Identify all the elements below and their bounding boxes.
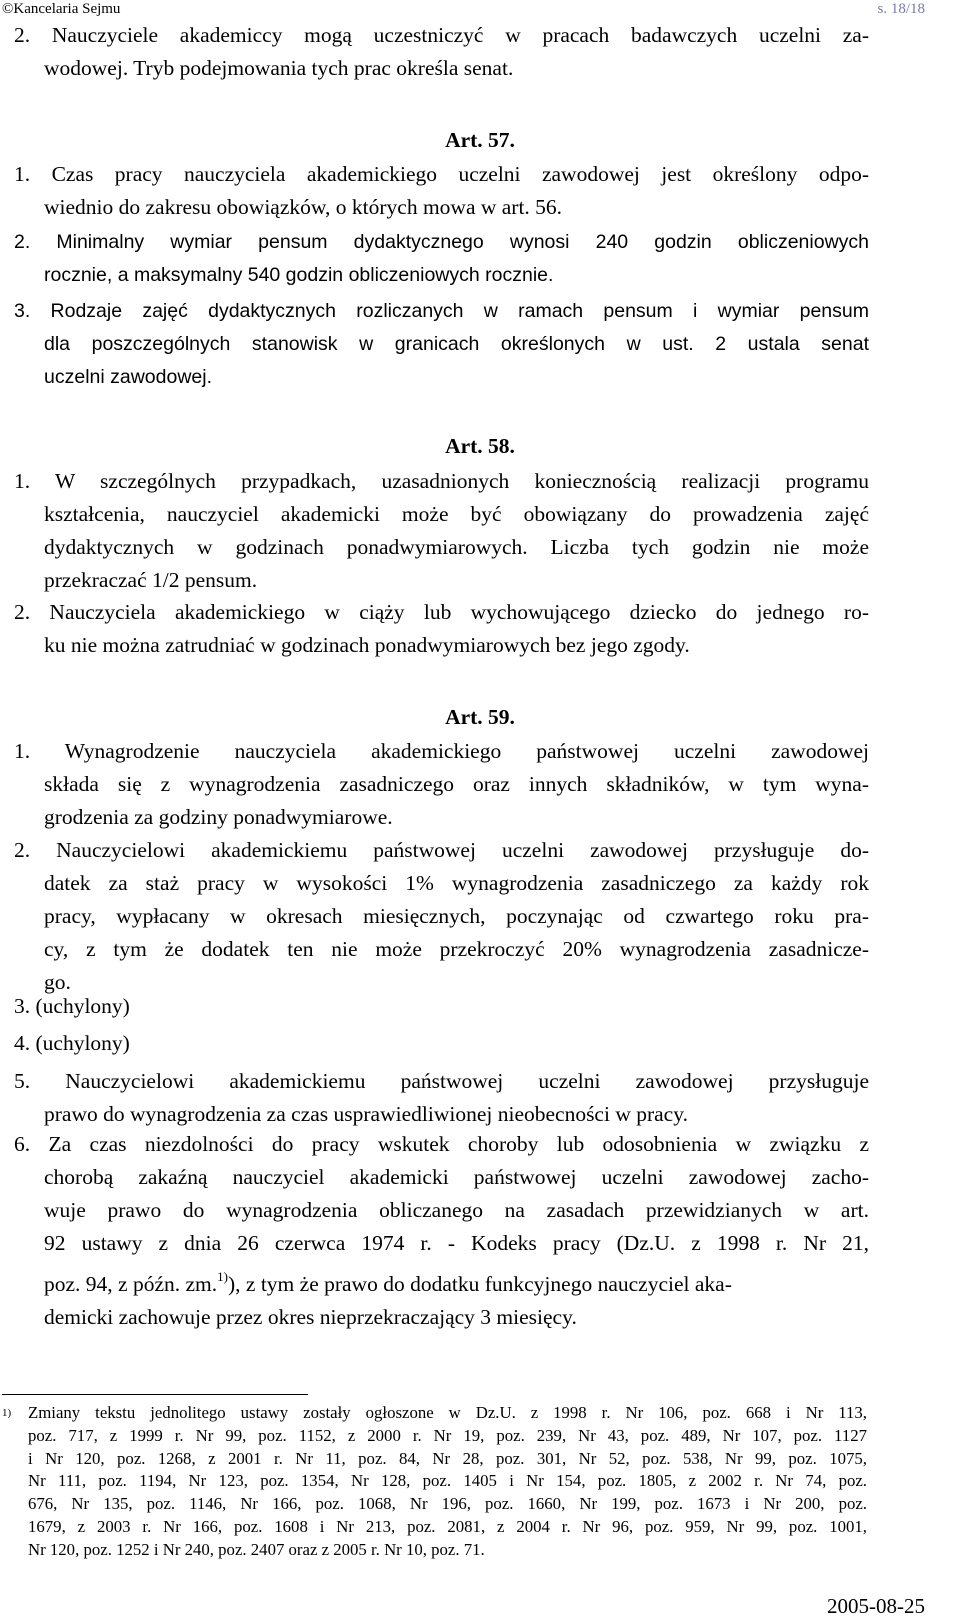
paragraph-art59-2 xyxy=(14,834,869,999)
paragraph-art59-3 xyxy=(14,990,869,1023)
footnote-line: i Nr 120, poz. 1268, z 2001 r. Nr 11, poz. 84, Nr 28, poz. 301, Nr 52, poz. 538, Nr 99, poz. 1075, xyxy=(28,1448,867,1468)
text-fragment: poz. 94, z późn. zm. xyxy=(44,1272,218,1296)
text-line: 2. Minimalny wymiar pensum dydaktycznego wynosi 240 godzin obliczeniowych xyxy=(14,231,869,253)
footnote-line: 1679, z 2003 r. Nr 166, poz. 1608 i Nr 213, poz. 2081, z 2004 r. Nr 96, poz. 959, Nr 99, poz. 1001, xyxy=(28,1516,867,1536)
footnote-marker: 1) xyxy=(2,1407,12,1419)
text-line: rocznie, a maksymalny 540 godzin obliczeniowych rocznie. xyxy=(44,264,554,286)
text-line: kształcenia, nauczyciel akademicki może być obowiązany do prowadzenia zajęć xyxy=(44,502,869,526)
text-line: dla poszczególnych stanowisk w granicach określonych w ust. 2 ustala senat xyxy=(44,333,869,355)
footnote-line: poz. 717, z 1999 r. Nr 99, poz. 1152, z 2000 r. Nr 19, poz. 239, Nr 43, poz. 489, Nr 107, poz. 1127 xyxy=(28,1425,867,1445)
text-line: ku nie można zatrudniać w godzinach ponadwymiarowych bez jego zgody. xyxy=(44,633,690,657)
paragraph-art56-2 xyxy=(14,19,869,85)
footnote-separator xyxy=(2,1394,308,1395)
text-line: 1. W szczególnych przypadkach, uzasadnionych koniecznością realizacji programu xyxy=(14,469,869,493)
footnote-line: Nr 111, poz. 1194, Nr 123, poz. 1354, Nr 128, poz. 1405 i Nr 154, poz. 1805, z 2002 r. Nr 74, poz. xyxy=(28,1471,867,1491)
text-line: składa się z wynagrodzenia zasadniczego oraz innych składników, w tym wyna- xyxy=(44,772,869,796)
text-line: dydaktycznych w godzinach ponadwymiarowych. Liczba tych godzin nie może xyxy=(44,535,869,559)
footnote-line: Nr 120, poz. 1252 i Nr 240, poz. 2407 oraz z 2005 r. Nr 10, poz. 71. xyxy=(28,1539,485,1559)
footnote-line: Zmiany tekstu jednolitego ustawy zostały ogłoszone w Dz.U. z 1998 r. Nr 106, poz. 668 i Nr 113, xyxy=(28,1403,867,1422)
text-line: wodowej. Tryb podejmowania tych prac określa senat. xyxy=(44,56,514,80)
footnote xyxy=(2,1402,867,1562)
footnote-reference: 1) xyxy=(217,1269,228,1284)
paragraph-art57-2 xyxy=(14,226,869,292)
article-heading-58: Art. 58. xyxy=(445,434,515,458)
text-line: grodzenia za godziny ponadwymiarowe. xyxy=(44,805,393,829)
text-line: 3. Rodzaje zajęć dydaktycznych rozliczanych w ramach pensum i wymiar pensum xyxy=(14,300,869,322)
text-line: 2. Nauczyciela akademickiego w ciąży lub wychowującego dziecko do jednego ro- xyxy=(14,600,869,624)
text-line: chorobą zakaźną nauczyciel akademicki państwowej uczelni zawodowej zacho- xyxy=(44,1165,869,1189)
paragraph-art59-5 xyxy=(14,1065,869,1131)
paragraph-art59-1 xyxy=(14,735,869,834)
text-line: go. xyxy=(44,970,71,994)
text-line: 4. (uchylony) xyxy=(14,1031,130,1055)
footnote-line: 676, Nr 135, poz. 1146, Nr 166, poz. 1068, Nr 196, poz. 1660, Nr 199, poz. 1673 i Nr 200, poz. xyxy=(28,1494,867,1514)
paragraph-art57-1 xyxy=(14,158,869,224)
text-line: uczelni zawodowej. xyxy=(44,366,213,388)
text-line-with-footnote-ref xyxy=(14,1260,869,1301)
text-line: 1. Czas pracy nauczyciela akademickiego uczelni zawodowej jest określony odpo- xyxy=(14,162,869,186)
text-line: datek za staż pracy w wysokości 1% wynagrodzenia zasadniczego za każdy rok xyxy=(44,871,869,895)
text-line: 6. Za czas niezdolności do pracy wskutek choroby lub odosobnienia w związku z xyxy=(14,1132,869,1156)
text-line: demicki zachowuje przez okres nieprzekraczający 3 miesięcy. xyxy=(44,1305,577,1329)
paragraph-art58-1 xyxy=(14,465,869,597)
article-heading-57: Art. 57. xyxy=(445,128,515,152)
text-line: pracy, wypłacany w okresach miesięcznych, poczynając od czwartego roku pra- xyxy=(44,904,869,928)
text-line: 1. Wynagrodzenie nauczyciela akademickiego państwowej uczelni zawodowej xyxy=(14,739,869,763)
text-line: prawo do wynagrodzenia za czas usprawiedliwionej nieobecności w pracy. xyxy=(44,1102,688,1126)
document-date: 2005-08-25 xyxy=(827,1594,925,1618)
text-line: wiednio do zakresu obowiązków, o których mowa w art. 56. xyxy=(44,195,563,219)
text-line: 92 ustawy z dnia 26 czerwca 1974 r. - Kodeks pracy (Dz.U. z 1998 r. Nr 21, xyxy=(44,1231,869,1255)
paragraph-art59-6 xyxy=(14,1128,869,1334)
paragraph-art58-2 xyxy=(14,596,869,662)
text-line: 2. Nauczyciele akademiccy mogą uczestniczyć w pracach badawczych uczelni za- xyxy=(14,23,869,47)
text-line: 3. (uchylony) xyxy=(14,994,130,1018)
text-line: przekraczać 1/2 pensum. xyxy=(44,568,258,592)
header-source: ©Kancelaria Sejmu xyxy=(2,1,121,17)
text-line: 5. Nauczycielowi akademickiemu państwowej uczelni zawodowej przysługuje xyxy=(14,1069,869,1093)
paragraph-art59-4 xyxy=(14,1027,869,1060)
page-number: s. 18/18 xyxy=(877,1,925,17)
article-heading-59: Art. 59. xyxy=(445,705,515,729)
text-line: cy, z tym że dodatek ten nie może przekroczyć 20% wynagrodzenia zasadnicze- xyxy=(44,937,869,961)
text-line: wuje prawo do wynagrodzenia obliczanego na zasadach przewidzianych w art. xyxy=(44,1198,869,1222)
paragraph-art57-3 xyxy=(14,295,869,394)
text-line: 2. Nauczycielowi akademickiemu państwowej uczelni zawodowej przysługuje do- xyxy=(14,838,869,862)
text-fragment: ), z tym że prawo do dodatku funkcyjnego nauczyciel aka- xyxy=(228,1272,732,1296)
